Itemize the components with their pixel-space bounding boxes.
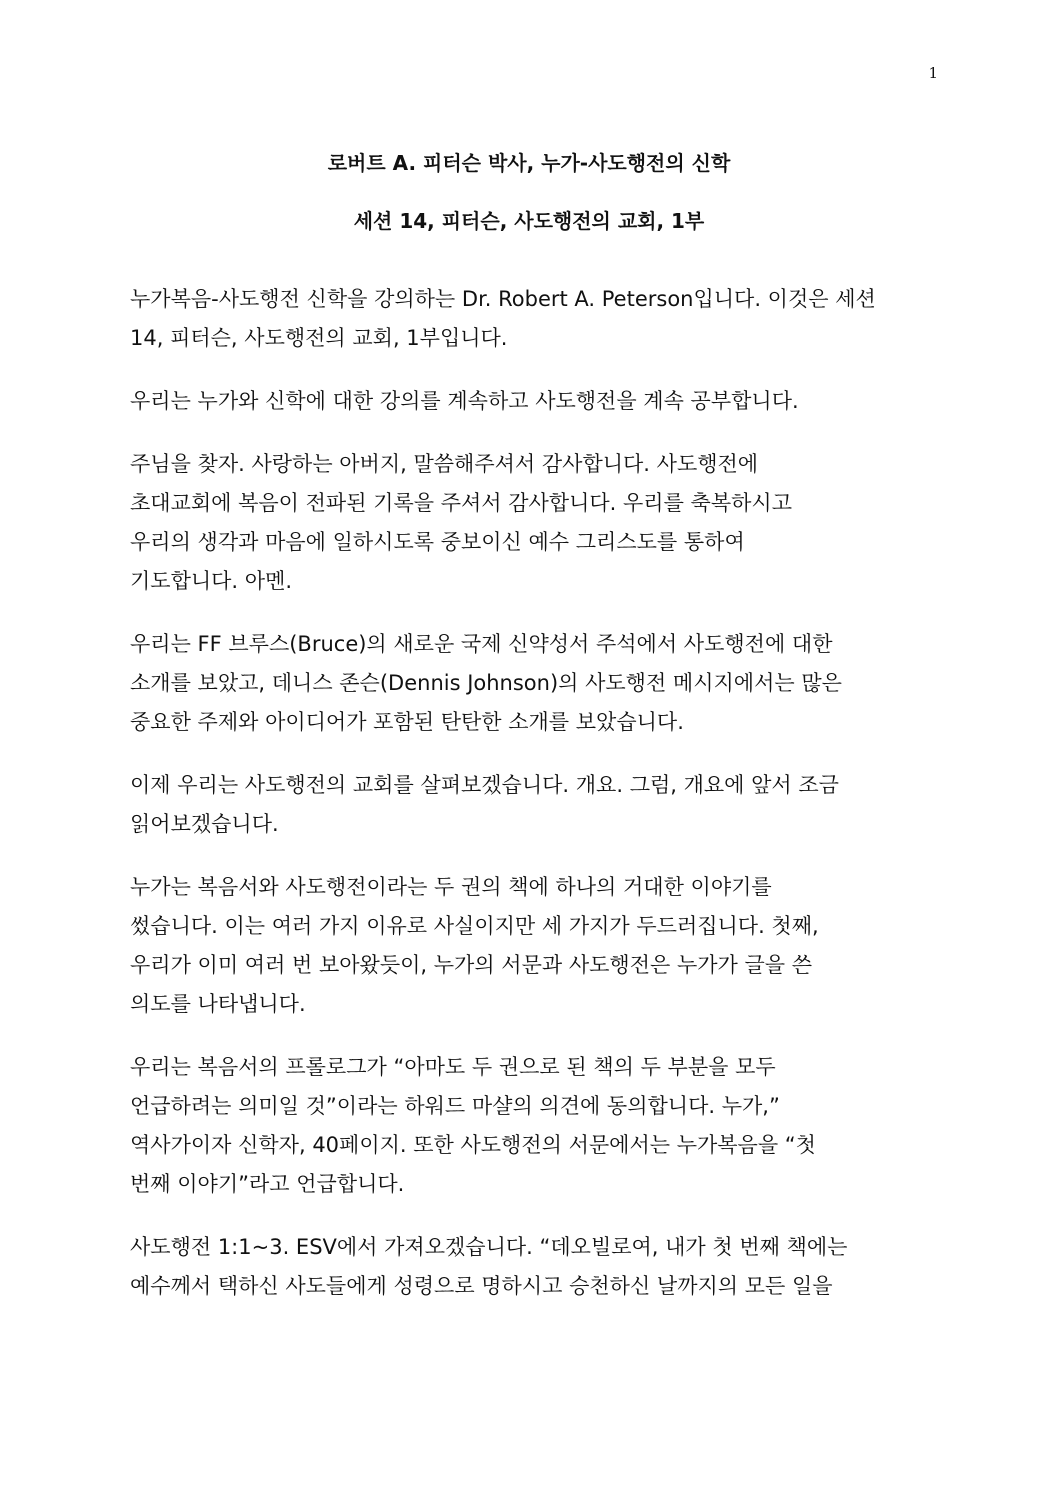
text-line: 누가는 복음서와 사도행전이라는 두 권의 책에 하나의 거대한 이야기를 xyxy=(130,875,772,899)
text-line: 초대교회에 복음이 전파된 기록을 주셔서 감사합니다. 우리를 축복하시고 xyxy=(130,491,792,515)
paragraph-commentaries xyxy=(130,625,930,742)
text-line: 우리의 생각과 마음에 일하시도록 중보이신 예수 그리스도를 통하여 xyxy=(130,530,745,554)
paragraph-overview xyxy=(130,766,930,844)
text-line: 우리가 이미 여러 번 보아왔듯이, 누가의 서문과 사도행전은 누가가 글을 쓴 xyxy=(130,953,813,977)
text-line: 누가복음-사도행전 신학을 강의하는 Dr. Robert A. Peterson입니다. 이것은 세션 xyxy=(130,287,876,311)
text-line: 의도를 나타냅니다. xyxy=(130,992,306,1016)
text-line: 읽어보겠습니다. xyxy=(130,812,279,836)
paragraph-continue xyxy=(130,382,930,421)
text-line: 역사가이자 신학자, 40페이지. 또한 사도행전의 서문에서는 누가복음을 “첫 xyxy=(130,1133,816,1157)
paragraph-prologue xyxy=(130,1048,930,1204)
paragraph-prayer xyxy=(130,445,930,601)
text-line: 소개를 보았고, 데니스 존슨(Dennis Johnson)의 사도행전 메시지에서는 많은 xyxy=(130,671,842,695)
text-line: 예수께서 택하신 사도들에게 성령으로 명하시고 승천하신 날까지의 모든 일을 xyxy=(130,1274,833,1298)
title-line-2: 세션 14, 피터슨, 사도행전의 교회, 1부 xyxy=(353,209,705,233)
paragraph-two-volumes xyxy=(130,868,930,1024)
text-line: 사도행전 1:1~3. ESV에서 가져오겠습니다. “데오빌로여, 내가 첫 번째 책에는 xyxy=(130,1235,848,1259)
text-line: 중요한 주제와 아이디어가 포함된 탄탄한 소개를 보았습니다. xyxy=(130,710,684,734)
paragraph-intro xyxy=(130,280,930,358)
text-line: 썼습니다. 이는 여러 가지 이유로 사실이지만 세 가지가 두드러집니다. 첫째, xyxy=(130,914,819,938)
page-number: 1 xyxy=(928,64,938,82)
text-line: 14, 피터슨, 사도행전의 교회, 1부입니다. xyxy=(130,326,508,350)
paragraph-acts-quote xyxy=(130,1228,930,1306)
text-line: 이제 우리는 사도행전의 교회를 살펴보겠습니다. 개요. 그럼, 개요에 앞서 조금 xyxy=(130,773,839,797)
text-line: 기도합니다. 아멘. xyxy=(130,569,293,593)
text-line: 언급하려는 의미일 것”이라는 하워드 마샬의 의견에 동의합니다. 누가,” xyxy=(130,1094,780,1118)
text-line: 우리는 누가와 신학에 대한 강의를 계속하고 사도행전을 계속 공부합니다. xyxy=(130,389,799,413)
document-title xyxy=(0,134,1058,250)
text-line: 우리는 복음서의 프롤로그가 “아마도 두 권으로 된 책의 두 부분을 모두 xyxy=(130,1055,776,1079)
title-line-1: 로버트 A. 피터슨 박사, 누가-사도행전의 신학 xyxy=(327,151,731,175)
text-line: 우리는 FF 브루스(Bruce)의 새로운 국제 신약성서 주석에서 사도행전에 대한 xyxy=(130,632,833,656)
text-line: 번째 이야기”라고 언급합니다. xyxy=(130,1172,405,1196)
text-line: 주님을 찾자. 사랑하는 아버지, 말씀해주셔서 감사합니다. 사도행전에 xyxy=(130,452,759,476)
document-body xyxy=(130,280,930,1330)
